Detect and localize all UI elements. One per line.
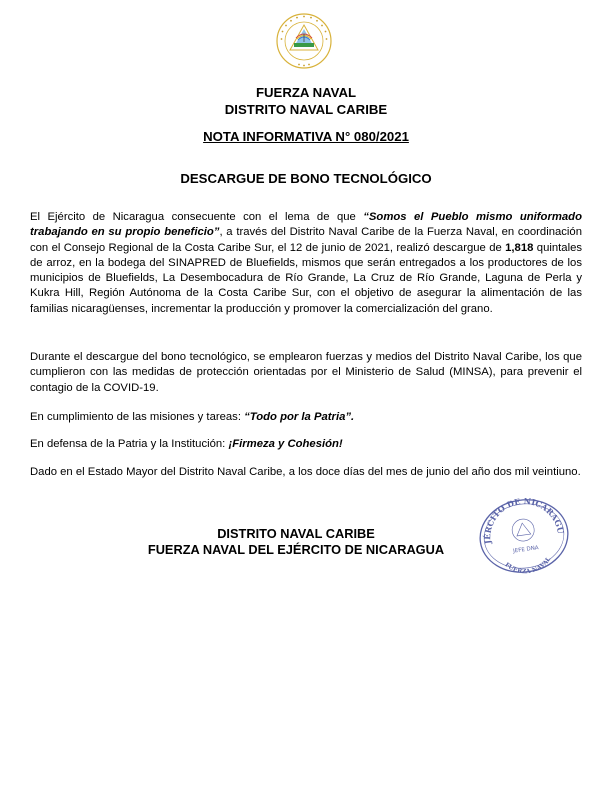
stamp-ring-top: EJÉRCITO DE NICARAGUA bbox=[482, 496, 567, 545]
note-title: NOTA INFORMATIVA N° 080/2021 bbox=[203, 129, 409, 144]
stamp-ring-bottom: FUERZA NAVAL bbox=[503, 555, 553, 576]
paragraph-1 bbox=[30, 210, 582, 317]
slogan-todo-por-la-patria: “Todo por la Patria”. bbox=[244, 411, 355, 423]
district-name: DISTRITO NAVAL CARIBE bbox=[224, 102, 388, 117]
coat-of-arms-icon bbox=[275, 12, 333, 70]
paragraph-4 bbox=[30, 437, 582, 452]
svg-text:FUERZA NAVAL bbox=[503, 554, 555, 576]
paragraph-1-intro: El Ejército de Nicaragua consecuente con el lema de que bbox=[30, 211, 364, 223]
signature-district: DISTRITO NAVAL CARIBE bbox=[217, 526, 375, 541]
paragraph-5: Dado en el Estado Mayor del Distrito Naval Caribe, a los doce días del mes de junio del año dos mil veintiuno. bbox=[30, 466, 581, 478]
paragraph-4-text: En defensa de la Patria y la Institución: bbox=[30, 438, 229, 450]
rice-amount: 1,818 bbox=[505, 241, 534, 254]
paragraph-1-end: quintales de arroz, en la bodega del SINAPRED de Bluefields, mismos que serán entregados a los productores de los municipios de Bluefields, La Desembocadura de Río Grande, La Cruz de Río Grande, Laguna de Perla y Kukra Hill, Región Autónoma de la Costa Caribe Sur, con el objetivo de asegurar la alimentación de las familias nicaragüenses, incrementar la producción y promover la comercialización del grano. bbox=[30, 241, 583, 315]
paragraph-2: Durante el descargue del bono tecnológico, se emplearon fuerzas y medios del Distrito Naval Caribe, los que cumplieron con las medidas de protección orientadas por el Ministerio de Salud (MINSA), para prevenir el contagio de la COVID-19. bbox=[30, 351, 582, 394]
paragraph-1-middle: , a través del Distrito Naval Caribe de la Fuerza Naval, en coordinación con el Consejo Regional de la Costa Caribe Sur, el 12 de junio de 2021, realizó descargue de bbox=[30, 226, 582, 254]
paragraph-3 bbox=[30, 410, 582, 425]
subject-heading: DESCARGUE DE BONO TECNOLÓGICO bbox=[180, 171, 432, 186]
motto-text: “Somos el Pueblo mismo uniformado trabajando en su propio beneficio” bbox=[30, 211, 582, 239]
signature-institution: FUERZA NAVAL DEL EJÉRCITO DE NICARAGUA bbox=[147, 542, 445, 557]
official-stamp-icon bbox=[472, 496, 576, 576]
slogan-firmeza-y-cohesion: ¡Firmeza y Cohesión! bbox=[228, 438, 343, 450]
stamp-inner-text: JEFE DNA bbox=[512, 545, 540, 555]
paragraph-3-text: En cumplimiento de las misiones y tareas: bbox=[30, 411, 245, 423]
institution-name: FUERZA NAVAL bbox=[255, 85, 357, 100]
